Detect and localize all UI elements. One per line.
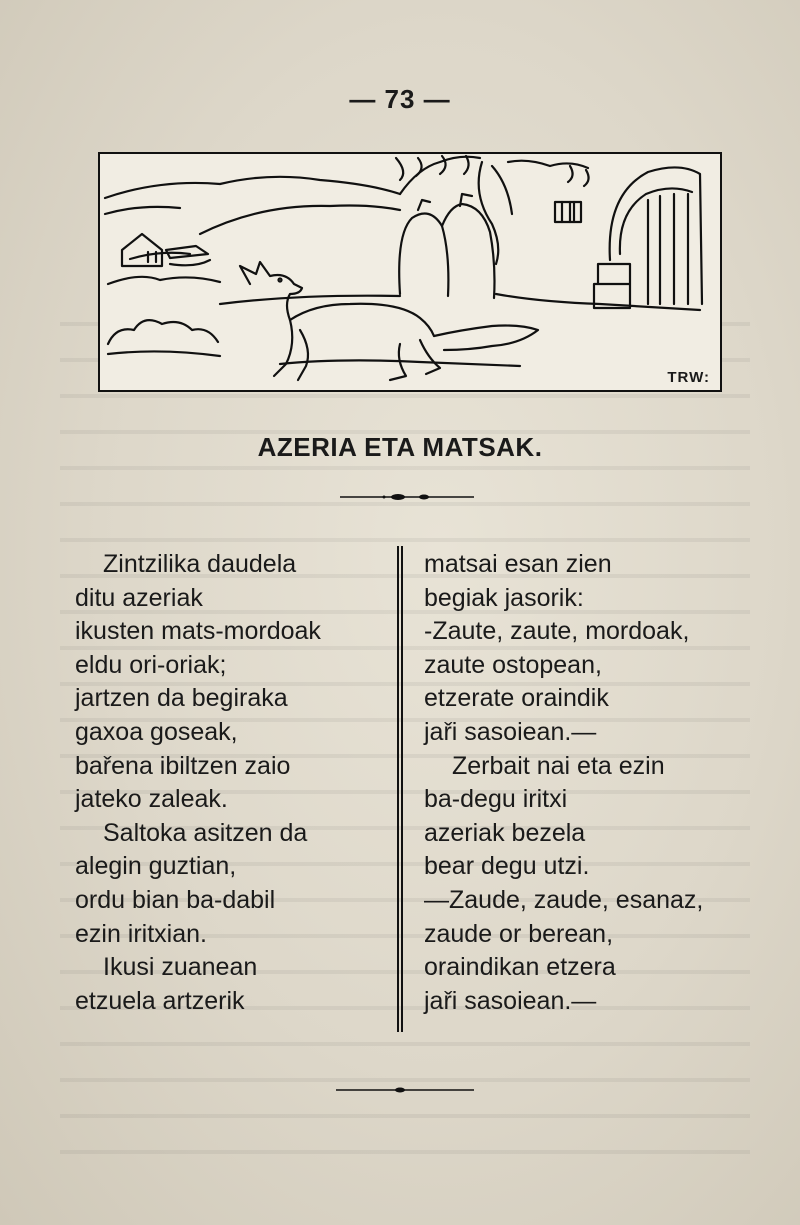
column-divider bbox=[397, 546, 403, 1032]
poem-line: jateko zaleak. bbox=[75, 785, 228, 814]
poem-line: jartzen da begiraka bbox=[75, 684, 288, 713]
poem-line: ditu azeriak bbox=[75, 583, 203, 612]
poem-line: Saltoka asitzen da bbox=[103, 818, 308, 847]
poem-right-column bbox=[424, 548, 754, 1018]
poem-line: ikusten mats-mordoak bbox=[75, 617, 321, 646]
poem-line: Zerbait nai eta ezin bbox=[452, 751, 665, 780]
poem-line: bařena ibiltzen zaio bbox=[75, 751, 291, 780]
poem-line: jaři sasoiean.— bbox=[424, 986, 597, 1015]
fox-and-grapes-illustration bbox=[98, 152, 722, 392]
poem-line: gaxoa goseak, bbox=[75, 717, 238, 746]
poem-title: AZERIA ETA MATSAK. bbox=[257, 432, 543, 462]
poem-line: ba-degu iritxi bbox=[424, 785, 568, 814]
poem-line: matsai esan zien bbox=[424, 550, 612, 578]
end-ornament bbox=[0, 1082, 800, 1098]
title-ornament bbox=[0, 488, 800, 506]
page-number: — 73 — bbox=[349, 84, 451, 114]
poem-line: bear degu utzi. bbox=[424, 852, 590, 881]
illustrator-signature: TRW: bbox=[667, 369, 710, 386]
poem-line: zaude or berean, bbox=[424, 919, 614, 948]
poem-line: eldu ori-oriak; bbox=[75, 650, 227, 679]
poem-line: —Zaude, zaude, esanaz, bbox=[424, 885, 704, 914]
poem-line: zaute ostopean, bbox=[424, 650, 602, 679]
poem-line: begiak jasorik: bbox=[424, 583, 584, 612]
poem-line: Zintzilika daudela bbox=[103, 550, 297, 578]
poem-line: Ikusi zuanean bbox=[103, 953, 258, 982]
poem-line: etzerate oraindik bbox=[424, 684, 609, 713]
poem-line: ordu bian ba-dabil bbox=[75, 885, 276, 914]
poem-line: alegin guztian, bbox=[75, 852, 237, 881]
poem-line: oraindikan etzera bbox=[424, 953, 616, 982]
poem-left-column bbox=[75, 548, 385, 1018]
poem-line: -Zaute, zaute, mordoak, bbox=[424, 617, 690, 646]
poem-line: ezin iritxian. bbox=[75, 919, 207, 948]
poem-line: jaři sasoiean.— bbox=[424, 717, 597, 746]
poem-line: azeriak bezela bbox=[424, 818, 586, 847]
illustration-drawing bbox=[100, 154, 720, 390]
poem-line: etzuela artzerik bbox=[75, 986, 245, 1015]
